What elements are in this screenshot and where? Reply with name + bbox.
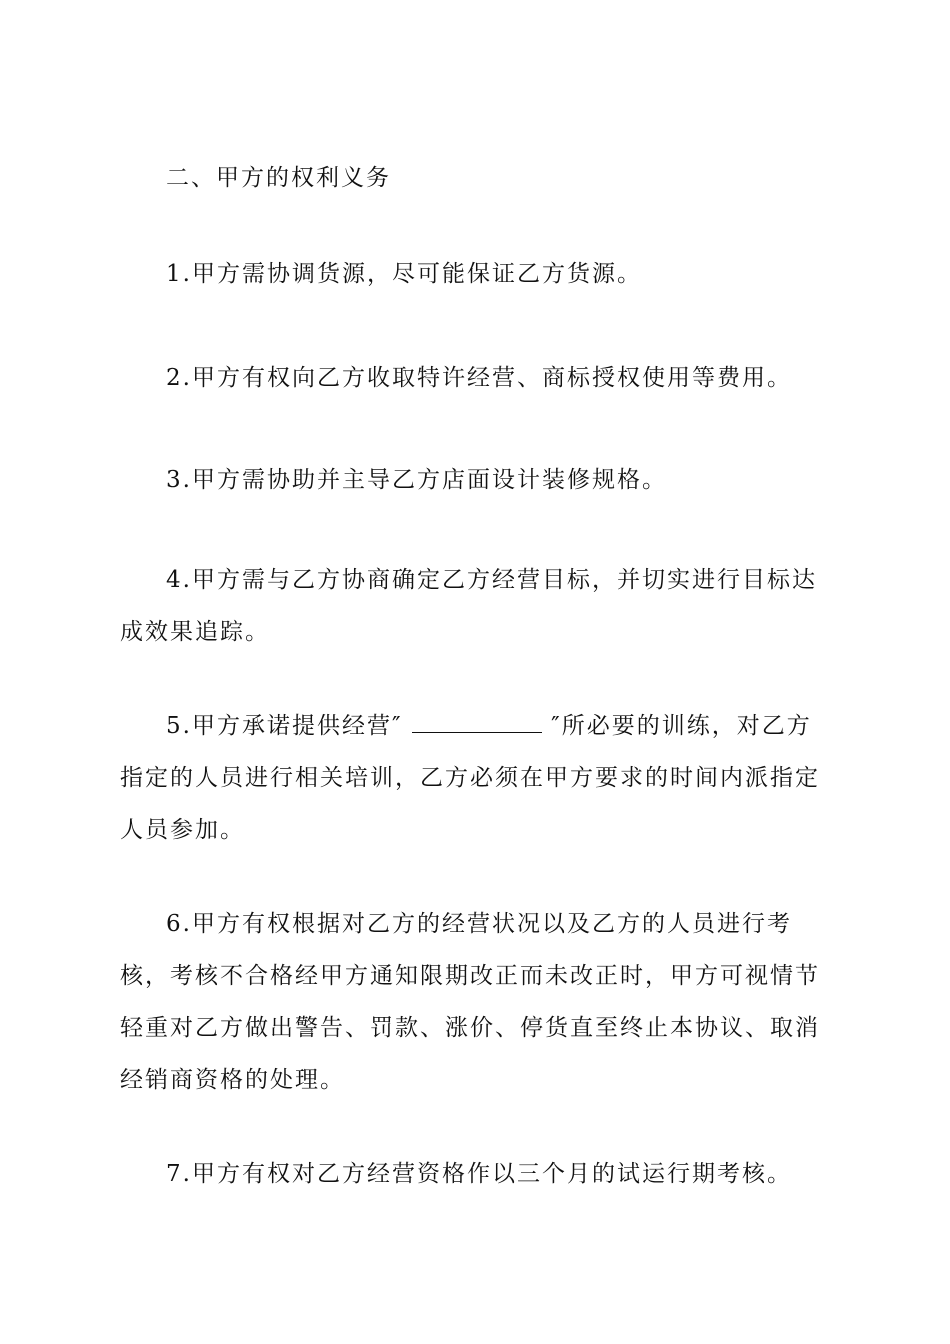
- clause-4: 4.甲方需与乙方协商确定乙方经营目标，并切实进行目标达成效果追踪。: [120, 567, 817, 645]
- section-heading: 二、甲方的权利义务: [166, 165, 391, 191]
- clause-2: 2.甲方有权向乙方收取特许经营、商标授权使用等费用。: [166, 365, 792, 391]
- clause-5-text-after-blank: ″所必要的训练，对乙方指定的人员进行相关培训，乙方必须在甲方要求的时间内派指定人员参加。: [120, 713, 820, 843]
- clause-6: 6.甲方有权根据对乙方的经营状况以及乙方的人员进行考核，考核不合格经甲方通知限期改正而未改正时，甲方可视情节轻重对乙方做出警告、罚款、涨价、停货直至终止本协议、取消经销商资格的处理。: [120, 911, 820, 1093]
- clause-5: [120, 700, 836, 856]
- clause-1: 1.甲方需协调货源，尽可能保证乙方货源。: [166, 261, 642, 287]
- clause-3: 3.甲方需协助并主导乙方店面设计装修规格。: [166, 467, 667, 493]
- fill-in-blank: [412, 706, 542, 733]
- clause-7: 7.甲方有权对乙方经营资格作以三个月的试运行期考核。: [166, 1161, 792, 1187]
- clause-5-text-before-blank: 5.甲方承诺提供经营″: [166, 713, 403, 739]
